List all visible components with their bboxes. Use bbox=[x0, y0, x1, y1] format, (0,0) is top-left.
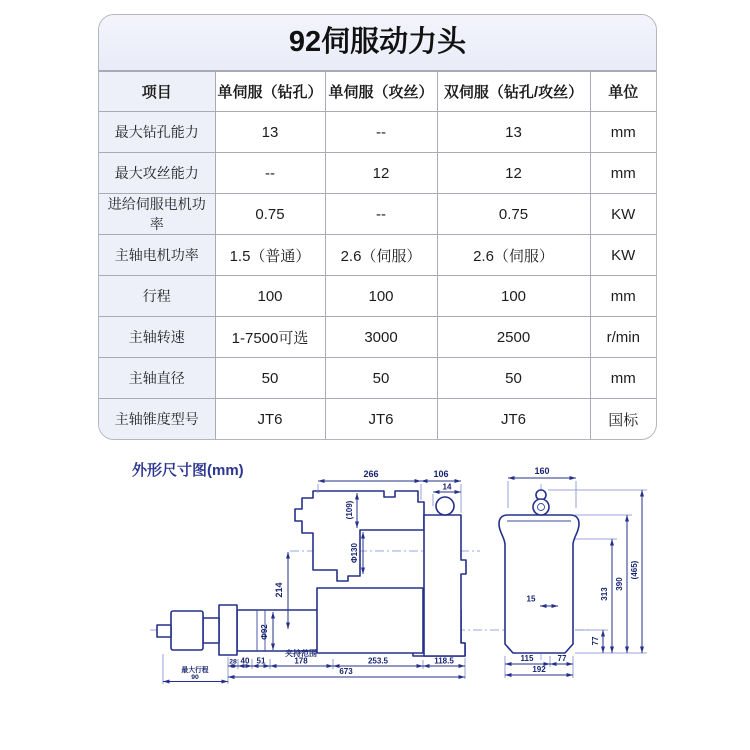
cell-unit: mm bbox=[590, 153, 656, 194]
dim-465: (465) bbox=[630, 560, 639, 580]
col-header-item: 项目 bbox=[99, 72, 215, 112]
dim-266: 266 bbox=[363, 469, 379, 479]
row-label: 最大攻丝能力 bbox=[99, 153, 215, 194]
dim-phi92: Φ92 bbox=[260, 624, 269, 640]
cell: 0.75 bbox=[437, 194, 590, 235]
dim-178: 178 bbox=[294, 656, 308, 666]
row-label: 主轴锥度型号 bbox=[99, 399, 215, 440]
cell: 2500 bbox=[437, 317, 590, 358]
cell: 12 bbox=[437, 153, 590, 194]
cell: JT6 bbox=[437, 399, 590, 440]
product-title: 92伺服动力头 bbox=[99, 15, 656, 71]
dim-390: 390 bbox=[615, 577, 624, 591]
max-stroke-value: 90 bbox=[191, 674, 199, 681]
cell: JT6 bbox=[325, 399, 437, 440]
cell: 100 bbox=[325, 276, 437, 317]
cell: 2.6（伺服） bbox=[437, 235, 590, 276]
cell: 3000 bbox=[325, 317, 437, 358]
chuck-shaft bbox=[157, 625, 171, 637]
col-header-dual-servo: 双伺服（钻孔/攻丝） bbox=[437, 72, 590, 112]
row-label: 主轴直径 bbox=[99, 358, 215, 399]
spec-card bbox=[98, 14, 657, 440]
cell: 0.75 bbox=[215, 194, 325, 235]
max-stroke-label: 最大行程 bbox=[181, 667, 209, 674]
table-row bbox=[99, 276, 656, 317]
dim-192: 192 bbox=[532, 665, 546, 674]
cell: 50 bbox=[215, 358, 325, 399]
dim-77-right: 77 bbox=[591, 636, 600, 646]
table-row bbox=[99, 153, 656, 194]
cell-unit: KW bbox=[590, 194, 656, 235]
row-label: 主轴电机功率 bbox=[99, 235, 215, 276]
row-label: 行程 bbox=[99, 276, 215, 317]
cell: 13 bbox=[215, 112, 325, 153]
dim-160: 160 bbox=[534, 466, 550, 476]
cell: 12 bbox=[325, 153, 437, 194]
front-right-column bbox=[424, 515, 466, 656]
col-header-single-servo-tap: 单伺服（攻丝） bbox=[325, 72, 437, 112]
cell-unit: mm bbox=[590, 276, 656, 317]
side-view bbox=[499, 490, 579, 653]
dim-214: 214 bbox=[274, 582, 284, 598]
cell: 50 bbox=[437, 358, 590, 399]
cell-unit: 国标 bbox=[590, 399, 656, 440]
dim-313: 313 bbox=[600, 587, 609, 601]
dim-109: (109) bbox=[345, 500, 354, 520]
cell-unit: r/min bbox=[590, 317, 656, 358]
table-row bbox=[99, 399, 656, 440]
side-body bbox=[499, 515, 579, 653]
table-row bbox=[99, 194, 656, 235]
dim-phi130: Φ130 bbox=[350, 543, 359, 563]
dim-15: 15 bbox=[526, 594, 536, 604]
row-label: 进给伺服电机功率 bbox=[99, 194, 215, 235]
cell: 2.6（伺服） bbox=[325, 235, 437, 276]
dim-106: 106 bbox=[433, 469, 449, 479]
col-header-unit: 单位 bbox=[590, 72, 656, 112]
drawing-caption: 外形尺寸图(mm) bbox=[132, 462, 244, 479]
cell-unit: mm bbox=[590, 112, 656, 153]
cell: JT6 bbox=[215, 399, 325, 440]
front-view bbox=[157, 491, 466, 656]
dim-673: 673 bbox=[339, 667, 353, 676]
cell: -- bbox=[215, 153, 325, 194]
cell: -- bbox=[325, 112, 437, 153]
cell: 100 bbox=[215, 276, 325, 317]
spindle-nose-step2 bbox=[219, 605, 237, 655]
table-row bbox=[99, 317, 656, 358]
dimension-drawing bbox=[0, 448, 750, 750]
cell: 13 bbox=[437, 112, 590, 153]
header-row bbox=[99, 72, 656, 112]
dim-40: 40 bbox=[240, 656, 250, 666]
dim-77-bottom: 77 bbox=[557, 654, 567, 663]
front-mid-block bbox=[317, 588, 423, 653]
table-row bbox=[99, 235, 656, 276]
cell: 100 bbox=[437, 276, 590, 317]
side-shaft bbox=[533, 499, 549, 515]
front-upper-housing bbox=[295, 491, 424, 581]
dim-14: 14 bbox=[442, 482, 452, 492]
front-motor-boss bbox=[436, 497, 454, 515]
cell: 1.5（普通） bbox=[215, 235, 325, 276]
dim-28: 28 bbox=[229, 658, 237, 666]
dim-253-5: 253.5 bbox=[367, 656, 389, 666]
row-label: 最大钻孔能力 bbox=[99, 112, 215, 153]
dim-51: 51 bbox=[256, 656, 266, 666]
dim-118-5: 118.5 bbox=[434, 656, 454, 666]
col-header-single-servo-drill: 单伺服（钻孔） bbox=[215, 72, 325, 112]
chuck-body bbox=[171, 611, 203, 650]
spec-table bbox=[99, 71, 656, 439]
cell-unit: mm bbox=[590, 358, 656, 399]
spindle-nose-step1 bbox=[203, 618, 219, 643]
dim-115: 115 bbox=[520, 654, 534, 663]
table-row bbox=[99, 112, 656, 153]
row-label: 主轴转速 bbox=[99, 317, 215, 358]
cell: -- bbox=[325, 194, 437, 235]
table-row bbox=[99, 358, 656, 399]
clamp-range-label: 夹持范围 bbox=[285, 649, 317, 658]
cell: 50 bbox=[325, 358, 437, 399]
cell-unit: KW bbox=[590, 235, 656, 276]
cell: 1-7500可选 bbox=[215, 317, 325, 358]
